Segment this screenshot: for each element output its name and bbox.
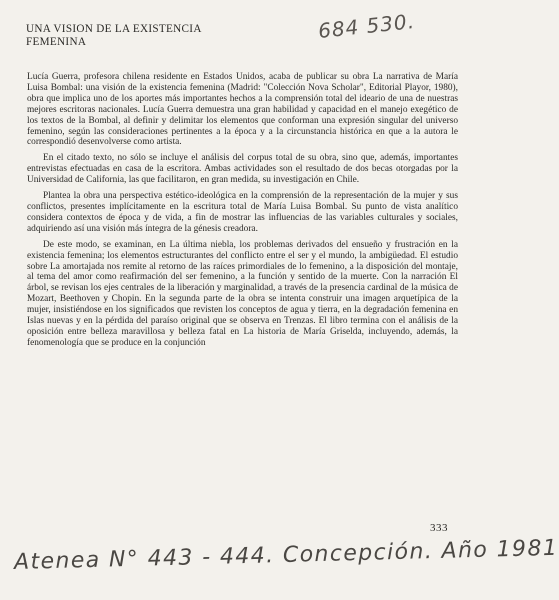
paragraph-3: Plantea la obra una perspectiva estético-ideológica en la comprensión de la representación de la mujer y sus conflictos, presentes implícitamente en la escritura total de María Luisa Bombal. Su punto de vista analítico considera contextos de época y de vida, a fin de mostrar las influencias de las variables culturales y sociales, adquiriendo así una visión más íntegra de la génesis creadora.	[27, 191, 458, 234]
paragraph-1: Lucía Guerra, profesora chilena residente en Estados Unidos, acaba de publicar su obra La narrativa de María Luisa Bombal: una visión de la existencia femenina (Madrid: "Colección Nova Scholar", Editorial Playor, 1980), obra que implica uno de los aportes más importantes hechos a la comprensión total del ideario de una de nuestras mejores escritoras nacionales. Lucía Guerra demuestra una gran habilidad y capacidad en el manejo exegético de los textos de la Bombal, al definir y delimitar los elementos que conforman una expresión singular del universo femenino, según las consideraciones pertinentes a la época y a la circunstancia histórica en que a la autora le correspondió desenvolverse como artista.	[27, 72, 458, 148]
handwritten-source-note: Atenea N° 443 - 444. Concepción. Año 1981	[13, 535, 559, 576]
page-number: 333	[430, 522, 448, 534]
paragraph-4: De este modo, se examinan, en La última niebla, los problemas derivados del ensueño y frustración en la existencia femenina; los elementos estructurantes del conflicto entre el ser y el mundo, la ambigüedad. El estudio sobre La amortajada nos remite al retorno de las raíces primordiales de lo femenino, a la disposición del montaje, al tema del amor como reafirmación del ser femenino, a la función y sentido de la muerte. Con la narración El árbol, se revisan los ejes centrales de la liberación y marginalidad, a través de la presencia cardinal de la música de Mozart, Beethoven y Chopin. En la segunda parte de la obra se intenta construir una imagen arquetípica de la mujer, insistiéndose en los significados que revisten los conceptos de agua y tierra, en la degradación femenina en Islas nuevas y en la pérdida del paraíso original que se observa en Trenzas. El libro termina con el análisis de la oposición entre belleza maravillosa y belleza fatal en La historia de María Griselda, incluyendo, además, la fenomenología que se produce en la conjunción	[27, 239, 458, 348]
handwritten-catalog-number: 684 530.	[317, 8, 417, 44]
article-title	[26, 23, 276, 49]
title-line-2: FEMENINA	[26, 36, 87, 48]
title-line-1: UNA VISION DE LA EXISTENCIA	[26, 23, 202, 35]
article-body	[27, 72, 458, 354]
paragraph-2: En el citado texto, no sólo se incluye el análisis del corpus total de su obra, sino que, además, importantes entrevistas efectuadas en casa de la escritora. Ambas actividades son el resultado de dos becas otorgadas por la Universidad de California, las que facilitaron, en gran medida, su investigación en Chile.	[27, 153, 458, 186]
